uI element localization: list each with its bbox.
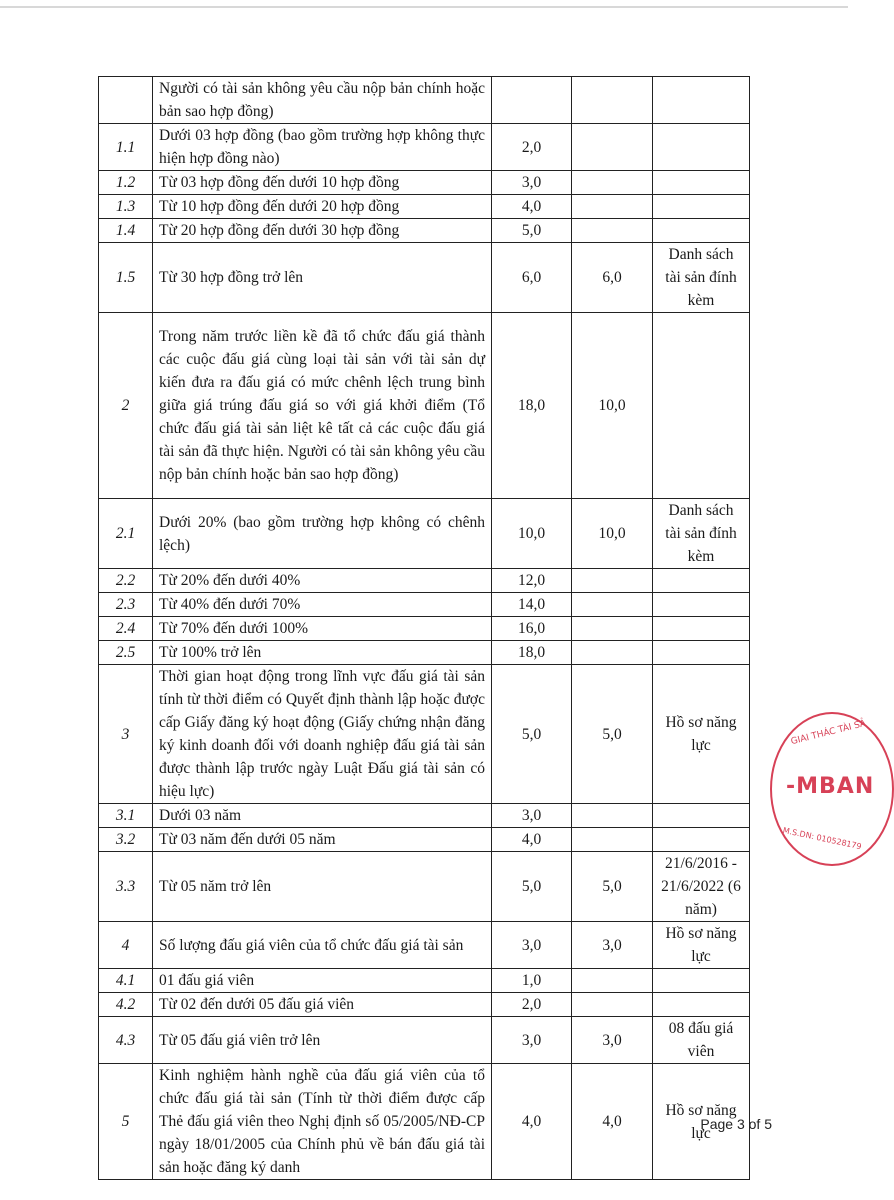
cell-nd: Thời gian hoạt động trong lĩnh vực đấu giá tài sản tính từ thời điểm có Quyết định thành lập hoặc được cấp Giấy đăng ký hoạt động (Giấy chứng nhận đăng ký kinh doanh đối với doanh nghiệp đấu giá tài sản được thành lập trước ngày Luật Đấu giá tài sản có hiệu lực): [153, 665, 492, 804]
cell-pt: [492, 77, 572, 124]
cell-nd: Kinh nghiệm hành nghề của đấu giá viên của tổ chức đấu giá tài sản (Tính từ thời điểm được cấp Thẻ đấu giá viên theo Nghị định số 05/2005/NĐ-CP ngày 18/01/2005 của Chính phủ về bán đấu giá tài sản hoặc đăng ký danh: [153, 1064, 492, 1180]
stamp-mid-text: -MBAN: [786, 774, 875, 799]
table-row: [99, 993, 750, 1017]
cell-gc: [653, 828, 750, 852]
cell-gc: [653, 593, 750, 617]
cell-dg: [572, 641, 653, 665]
table-row: [99, 665, 750, 804]
cell-nd: Từ 03 năm đến dưới 05 năm: [153, 828, 492, 852]
cell-gc: [653, 124, 750, 171]
cell-dg: [572, 828, 653, 852]
table-row: [99, 1064, 750, 1180]
cell-gc: [653, 804, 750, 828]
cell-stt: 1.3: [99, 195, 153, 219]
cell-dg: 3,0: [572, 1017, 653, 1064]
cell-gc: [653, 195, 750, 219]
cell-pt: 18,0: [492, 641, 572, 665]
cell-stt: 1.2: [99, 171, 153, 195]
cell-pt: 3,0: [492, 804, 572, 828]
cell-gc: [653, 569, 750, 593]
table-row: [99, 77, 750, 124]
cell-pt: 2,0: [492, 124, 572, 171]
table-row: [99, 171, 750, 195]
cell-gc: [653, 617, 750, 641]
cell-gc: Hồ sơ năng lực: [653, 922, 750, 969]
cell-pt: 10,0: [492, 499, 572, 569]
cell-gc: Danh sách tài sản đính kèm: [653, 243, 750, 313]
table-row: [99, 499, 750, 569]
cell-dg: [572, 171, 653, 195]
table-row: [99, 243, 750, 313]
cell-stt: 2.1: [99, 499, 153, 569]
cell-stt: 1.5: [99, 243, 153, 313]
cell-pt: 16,0: [492, 617, 572, 641]
cell-nd: Từ 10 hợp đồng đến dưới 20 hợp đồng: [153, 195, 492, 219]
page-number: Page 3 of 5: [700, 1116, 772, 1132]
cell-dg: 5,0: [572, 665, 653, 804]
cell-nd: Dưới 03 hợp đồng (bao gồm trường hợp không thực hiện hợp đồng nào): [153, 124, 492, 171]
cell-gc: Hồ sơ năng lực: [653, 1064, 750, 1180]
cell-stt: 2: [99, 313, 153, 499]
cell-gc: 08 đấu giá viên: [653, 1017, 750, 1064]
stamp-bottom-text: M.S.DN: 010528179: [781, 825, 863, 852]
cell-dg: 3,0: [572, 922, 653, 969]
cell-pt: 18,0: [492, 313, 572, 499]
table-row: [99, 1017, 750, 1064]
cell-stt: 3.3: [99, 852, 153, 922]
cell-dg: [572, 195, 653, 219]
cell-nd: Từ 100% trở lên: [153, 641, 492, 665]
cell-nd: Từ 70% đến dưới 100%: [153, 617, 492, 641]
table-row: [99, 804, 750, 828]
cell-gc: Hồ sơ năng lực: [653, 665, 750, 804]
table-row: [99, 195, 750, 219]
cell-nd: Dưới 03 năm: [153, 804, 492, 828]
cell-dg: [572, 593, 653, 617]
cell-stt: 2.5: [99, 641, 153, 665]
cell-pt: 3,0: [492, 922, 572, 969]
cell-dg: [572, 617, 653, 641]
cell-nd: Từ 05 đấu giá viên trở lên: [153, 1017, 492, 1064]
cell-nd: Người có tài sản không yêu cầu nộp bản chính hoặc bản sao hợp đồng): [153, 77, 492, 124]
cell-pt: 6,0: [492, 243, 572, 313]
cell-pt: 14,0: [492, 593, 572, 617]
cell-nd: Trong năm trước liền kề đã tổ chức đấu giá thành các cuộc đấu giá cùng loại tài sản với tài sản dự kiến đưa ra đấu giá có mức chênh lệch trung bình giữa giá trúng đấu giá so với giá khởi điểm (Tổ chức đấu giá tài sản liệt kê tất cả các cuộc đấu giá tài sản đã thực hiện. Người có tài sản không yêu cầu nộp bản chính hoặc bản sao hợp đồng): [153, 313, 492, 499]
table-row: [99, 641, 750, 665]
table-row: [99, 852, 750, 922]
cell-dg: [572, 569, 653, 593]
cell-gc: [653, 993, 750, 1017]
table-row: [99, 593, 750, 617]
table-row: [99, 828, 750, 852]
table-row: [99, 922, 750, 969]
table-row: [99, 124, 750, 171]
cell-pt: 3,0: [492, 1017, 572, 1064]
cell-stt: 2.4: [99, 617, 153, 641]
cell-pt: 3,0: [492, 171, 572, 195]
cell-stt: 2.3: [99, 593, 153, 617]
cell-nd: Từ 05 năm trở lên: [153, 852, 492, 922]
cell-dg: [572, 993, 653, 1017]
cell-pt: 4,0: [492, 828, 572, 852]
cell-dg: 10,0: [572, 499, 653, 569]
cell-nd: Từ 02 đến dưới 05 đấu giá viên: [153, 993, 492, 1017]
cell-stt: 5: [99, 1064, 153, 1180]
cell-stt: 3.1: [99, 804, 153, 828]
criteria-table: [98, 76, 750, 1180]
cell-pt: 4,0: [492, 195, 572, 219]
cell-pt: 12,0: [492, 569, 572, 593]
cell-nd: Dưới 20% (bao gồm trường hợp không có chênh lệch): [153, 499, 492, 569]
cell-stt: 4: [99, 922, 153, 969]
cell-nd: Từ 30 hợp đồng trở lên: [153, 243, 492, 313]
cell-nd: Từ 40% đến dưới 70%: [153, 593, 492, 617]
cell-gc: Danh sách tài sản đính kèm: [653, 499, 750, 569]
cell-gc: 21/6/2016 - 21/6/2022 (6 năm): [653, 852, 750, 922]
cell-stt: 1.4: [99, 219, 153, 243]
cell-stt: 3.2: [99, 828, 153, 852]
cell-dg: 10,0: [572, 313, 653, 499]
cell-nd: Từ 20 hợp đồng đến dưới 30 hợp đồng: [153, 219, 492, 243]
cell-gc: [653, 219, 750, 243]
cell-gc: [653, 313, 750, 499]
cell-dg: [572, 804, 653, 828]
cell-gc: [653, 641, 750, 665]
cell-gc: [653, 171, 750, 195]
table-row: [99, 313, 750, 499]
cell-dg: [572, 219, 653, 243]
cell-stt: 1.1: [99, 124, 153, 171]
cell-dg: [572, 969, 653, 993]
cell-pt: 5,0: [492, 219, 572, 243]
cell-stt: 4.1: [99, 969, 153, 993]
cell-nd: Từ 20% đến dưới 40%: [153, 569, 492, 593]
cell-dg: [572, 77, 653, 124]
cell-gc: [653, 969, 750, 993]
company-stamp: [770, 712, 894, 866]
cell-dg: 5,0: [572, 852, 653, 922]
criteria-table-body: [99, 77, 750, 1180]
cell-nd: 01 đấu giá viên: [153, 969, 492, 993]
table-row: [99, 969, 750, 993]
scan-top-edge: [0, 6, 848, 8]
table-row: [99, 569, 750, 593]
cell-stt: [99, 77, 153, 124]
cell-nd: Số lượng đấu giá viên của tổ chức đấu giá tài sản: [153, 922, 492, 969]
cell-dg: [572, 124, 653, 171]
cell-pt: 4,0: [492, 1064, 572, 1180]
cell-stt: 3: [99, 665, 153, 804]
cell-stt: 4.2: [99, 993, 153, 1017]
cell-pt: 5,0: [492, 665, 572, 804]
cell-dg: 4,0: [572, 1064, 653, 1180]
cell-gc: [653, 77, 750, 124]
cell-pt: 5,0: [492, 852, 572, 922]
cell-stt: 4.3: [99, 1017, 153, 1064]
stamp-top-text: GIAI THÁC TÀI SẢ: [789, 718, 868, 748]
cell-pt: 2,0: [492, 993, 572, 1017]
cell-pt: 1,0: [492, 969, 572, 993]
table-row: [99, 617, 750, 641]
table-row: [99, 219, 750, 243]
cell-stt: 2.2: [99, 569, 153, 593]
cell-nd: Từ 03 hợp đồng đến dưới 10 hợp đồng: [153, 171, 492, 195]
cell-dg: 6,0: [572, 243, 653, 313]
